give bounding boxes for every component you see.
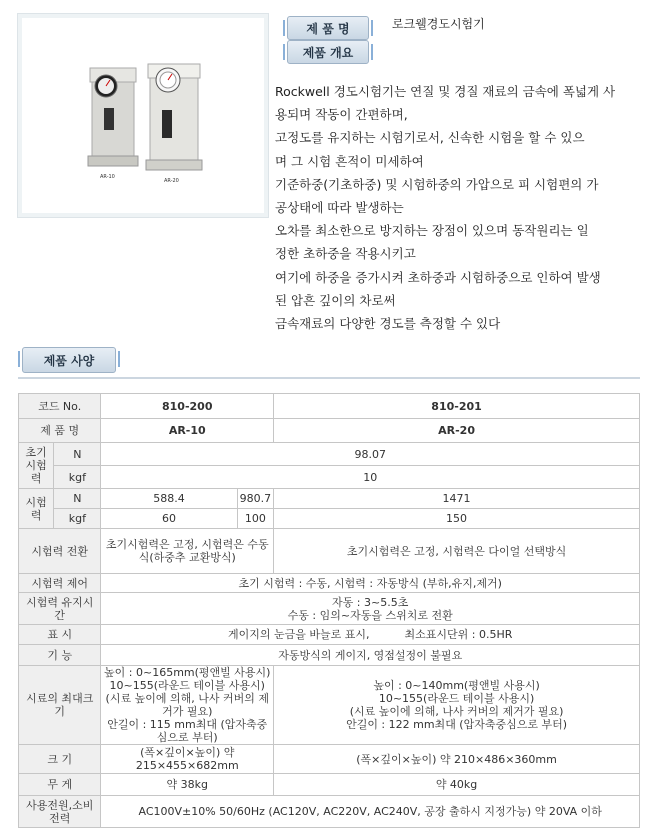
table-row [19,509,640,529]
unit-n: N [54,489,101,509]
description-line: 금속재료의 다양한 경도를 측정할 수 있다 [275,316,501,332]
test-force-kgf-3: 150 [274,509,640,529]
code-ar20: 810-201 [274,394,640,419]
weight-ar10: 약 38kg [101,774,274,796]
table-row [19,443,640,466]
code-label: 코드 No. [19,394,101,419]
description-line: 여기에 하중을 증가시켜 초하중과 시험하중으로 인하여 발생 [275,269,601,285]
dwell-line: 자동 : 3~5.5초 [332,595,409,609]
description-line: 기준하중(기초하중) 및 시험하중의 가압으로 피 시험편의 가 [275,176,599,192]
max-size-line: 높이 : 0~140mm(평앤빌 사용시) [373,679,540,692]
test-force-n-3: 1471 [274,489,640,509]
max-size-ar10 [101,666,274,745]
spec-section-title [22,347,116,373]
description-line: 정한 초하중을 작용시키고 [275,246,416,262]
max-size-line: 안길이 : 122 mm최대 (압자축중심으로 부터) [346,718,568,731]
product-name-label [287,16,369,40]
product-name-value: 로크웰경도시험기 [392,17,485,31]
name-ar10: AR-10 [101,419,274,443]
description-line: 용되며 작동이 간편하며, [275,107,408,123]
power-value: AC100V±10% 50/60Hz (AC120V, AC220V, AC240V, 공장 출하시 지정가능) 약 20VA 이하 [101,796,640,828]
description-line: 며 그 시험 흔적이 미세하여 [275,153,424,169]
max-size-label: 시료의 최대크기 [19,666,101,745]
test-force-label: 시험력 [19,489,54,529]
weight-ar20: 약 40kg [274,774,640,796]
unit-kgf: kgf [54,509,101,529]
size-ar10: (폭×깊이×높이) 약 215×455×682mm [101,745,274,774]
test-force-n-1: 588.4 [101,489,237,509]
product-photo [17,13,269,218]
dwell-value [101,593,640,625]
switch-ar10: 초기시험력은 고정, 시험력은 수동식(하중추 교환방식) [101,529,274,574]
unit-n: N [54,443,101,466]
table-row [19,593,640,625]
ar-20-caption: AR-20 [164,178,179,184]
initial-force-n: 98.07 [101,443,640,466]
control-value: 초기 시험력 : 수동, 시험력 : 자동방식 (부하,유지,제거) [101,574,640,593]
size-label: 크 기 [19,745,101,774]
max-size-line: 10~155(라운드 테이블 사용시) [378,692,535,705]
test-force-kgf-1: 60 [101,509,237,529]
table-row [19,796,640,828]
max-size-line: (시료 높이에 의해, 나사 커버의 제거가 필요) [349,705,564,718]
table-row [19,625,640,645]
table-row [19,666,640,745]
initial-force-kgf: 10 [101,466,640,489]
test-force-kgf-2: 100 [237,509,274,529]
description-line: 공상태에 따라 발생하는 [275,200,404,216]
dwell-label: 시험력 유지시간 [19,593,101,625]
table-row [19,774,640,796]
table-row [19,419,640,443]
switch-ar20: 초기시험력은 고정, 시험력은 다이얼 선택방식 [274,529,640,574]
initial-force-label: 초기 시험력 [19,443,54,489]
display-label: 표 시 [19,625,101,645]
unit-kgf: kgf [54,466,101,489]
description-line: 된 압흔 깊이의 차로써 [275,292,396,308]
max-size-line: 10~155(라운드 테이블 사용시) [109,679,265,692]
function-value: 자동방식의 게이지, 영점설정이 불필요 [101,645,640,666]
display-value: 게이지의 눈금을 바늘로 표시, 최소표시단위 : 0.5HR [101,625,640,645]
weight-label: 무 게 [19,774,101,796]
ar-10-machine [88,68,138,166]
section-divider [18,377,640,379]
dwell-line: 수동 : 임의~자동을 스위치로 전환 [287,608,453,622]
code-ar10: 810-200 [101,394,274,419]
function-label: 기 능 [19,645,101,666]
description-line: 오차를 최소한으로 방지하는 장점이 있으며 동작원리는 일 [275,223,589,239]
max-size-line: 안길이 : 115 mm최대 (압자축중심으로 부터) [107,718,268,744]
overview-label-text: 제품 개요 [302,45,354,60]
name-ar20: AR-20 [274,419,640,443]
ar-10-caption: AR-10 [100,174,115,180]
table-row [19,574,640,593]
overview-label [287,40,369,64]
hardness-tester-illustration [22,18,264,213]
power-label: 사용전원,소비전력 [19,796,101,828]
control-label: 시험력 제어 [19,574,101,593]
spec-table [18,393,640,828]
table-row [19,489,640,509]
ar-20-machine [146,64,202,170]
description-line: 고정도를 유지하는 시험기로서, 신속한 시험을 할 수 있으 [275,130,585,146]
switch-label: 시험력 전환 [19,529,101,574]
table-row [19,394,640,419]
max-size-line: 높이 : 0~165mm(평앤빌 사용시) [104,666,271,679]
table-row [19,745,640,774]
size-ar20: (폭×깊이×높이) 약 210×486×360mm [274,745,640,774]
max-size-line: (시료 높이에 의해, 나사 커버의 제거가 필요) [105,692,269,718]
table-row [19,466,640,489]
product-name-label-text: 제 품 명 [306,21,350,36]
spec-title-text: 제품 사양 [43,353,95,368]
max-size-ar20 [274,666,640,745]
name-label: 제 품 명 [19,419,101,443]
table-row [19,529,640,574]
product-description [275,80,647,335]
table-row [19,645,640,666]
test-force-n-2: 980.7 [237,489,274,509]
description-line: Rockwell 경도시험기는 연질 및 경질 재료의 금속에 폭넓게 사 [275,84,616,99]
